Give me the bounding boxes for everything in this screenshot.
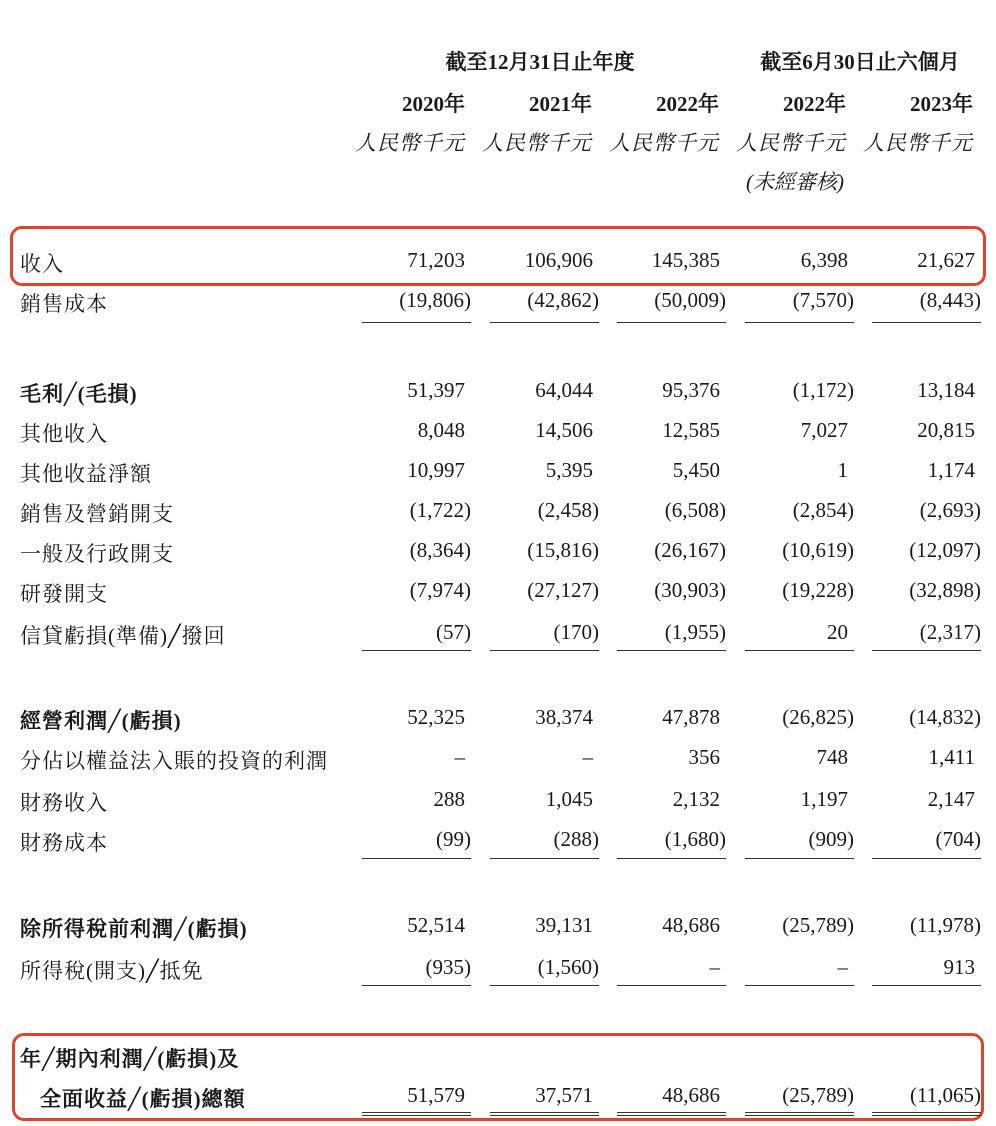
- total-double-rule: [617, 1112, 726, 1116]
- row-value: (99): [436, 827, 471, 851]
- subtotal-rule: [872, 985, 981, 986]
- table-row: [0, 248, 996, 278]
- row-value: (15,816): [527, 538, 599, 562]
- row-value: (10,619): [782, 538, 854, 562]
- total-label-line2: 全面收益╱(虧損)總額: [40, 1087, 246, 1111]
- row-value: (2,854): [792, 498, 854, 522]
- subtotal-rule: [362, 650, 471, 651]
- row-value: –: [582, 745, 593, 769]
- header-unit: 人民幣千元: [355, 131, 465, 155]
- row-value: 748: [816, 745, 848, 769]
- row-value: 913: [943, 955, 975, 979]
- table-row: [0, 538, 996, 568]
- row-value: 48,686: [662, 913, 720, 937]
- row-value: 288: [433, 787, 465, 811]
- row-value: (32,898): [909, 578, 981, 602]
- row-value: (8,364): [409, 538, 471, 562]
- row-value: 52,325: [407, 705, 465, 729]
- row-value: (2,458): [537, 498, 599, 522]
- row-value: (1,722): [409, 498, 471, 522]
- row-value: (42,862): [527, 288, 599, 312]
- header-year-2022: 2022年: [656, 92, 719, 116]
- row-value: (25,789): [782, 913, 854, 937]
- row-value: 145,385: [651, 248, 720, 272]
- subtotal-rule: [362, 322, 471, 323]
- table-row: [0, 418, 996, 448]
- row-label: 一般及行政開支: [20, 542, 174, 566]
- total-value: (25,789): [782, 1083, 854, 1107]
- row-value: (26,825): [782, 705, 854, 729]
- row-label: 經營利潤╱(虧損): [20, 709, 182, 733]
- row-label: 財務成本: [20, 831, 108, 855]
- row-value: (7,974): [409, 578, 471, 602]
- row-value: (50,009): [654, 288, 726, 312]
- header-group-six-months: 截至6月30日止六個月: [760, 50, 960, 74]
- row-value: 2,132: [672, 787, 720, 811]
- table-row: [0, 787, 996, 817]
- total-double-rule: [745, 1112, 854, 1116]
- header-unit: 人民幣千元: [863, 131, 973, 155]
- table-row: [0, 745, 996, 775]
- row-value: 38,374: [535, 705, 593, 729]
- row-value: (1,560): [537, 955, 599, 979]
- row-value: 13,184: [917, 378, 975, 402]
- row-value: 356: [688, 745, 720, 769]
- row-value: (1,172): [792, 378, 854, 402]
- table-row: [0, 913, 996, 943]
- row-value: 8,048: [417, 418, 465, 442]
- row-value: (1,955): [664, 620, 726, 644]
- row-value: 10,997: [407, 458, 465, 482]
- row-value: –: [709, 955, 720, 979]
- row-value: (12,097): [909, 538, 981, 562]
- row-value: 5,450: [672, 458, 720, 482]
- subtotal-rule: [745, 650, 854, 651]
- row-value: 1,197: [800, 787, 848, 811]
- subtotal-rule: [490, 322, 599, 323]
- row-value: 2,147: [927, 787, 975, 811]
- row-value: (704): [935, 827, 981, 851]
- row-label: 其他收入: [20, 422, 108, 446]
- row-label: 財務收入: [20, 791, 108, 815]
- row-value: 64,044: [535, 378, 593, 402]
- row-label: 研發開支: [20, 582, 108, 606]
- subtotal-rule: [490, 985, 599, 986]
- row-value: (2,317): [919, 620, 981, 644]
- row-value: (935): [425, 955, 471, 979]
- total-label-line1: 年╱期內利潤╱(虧損)及: [20, 1047, 240, 1071]
- total-value: 51,579: [407, 1083, 465, 1107]
- row-label: 銷售成本: [20, 292, 108, 316]
- total-value: 48,686: [662, 1083, 720, 1107]
- row-value: 5,395: [545, 458, 593, 482]
- row-value: (26,167): [654, 538, 726, 562]
- subtotal-rule: [617, 650, 726, 651]
- header-year-2020: 2020年: [402, 92, 465, 116]
- table-row: [0, 498, 996, 528]
- table-row: [0, 378, 996, 408]
- subtotal-rule: [490, 650, 599, 651]
- header-unit: 人民幣千元: [482, 131, 592, 155]
- row-value: 51,397: [407, 378, 465, 402]
- subtotal-rule: [617, 322, 726, 323]
- header-year-2021: 2021年: [529, 92, 592, 116]
- table-row: [0, 827, 996, 857]
- row-value: 47,878: [662, 705, 720, 729]
- row-label: 銷售及營銷開支: [20, 502, 174, 526]
- subtotal-rule: [872, 858, 981, 859]
- row-value: (14,832): [909, 705, 981, 729]
- row-value: (6,508): [664, 498, 726, 522]
- total-value: 37,571: [535, 1083, 593, 1107]
- subtotal-rule: [490, 858, 599, 859]
- subtotal-rule: [617, 858, 726, 859]
- subtotal-rule: [362, 858, 471, 859]
- subtotal-rule: [617, 985, 726, 986]
- total-double-rule: [872, 1112, 981, 1116]
- row-value: (288): [553, 827, 599, 851]
- row-value: (7,570): [792, 288, 854, 312]
- row-label: 其他收益淨額: [20, 462, 152, 486]
- subtotal-rule: [872, 322, 981, 323]
- header-year-2022-h1: 2022年: [783, 92, 846, 116]
- row-value: (19,806): [399, 288, 471, 312]
- row-value: 21,627: [917, 248, 975, 272]
- row-value: (170): [553, 620, 599, 644]
- row-value: 7,027: [800, 418, 848, 442]
- row-value: 1,174: [927, 458, 975, 482]
- subtotal-rule: [745, 322, 854, 323]
- row-label: 毛利╱(毛損): [20, 382, 138, 406]
- row-value: 14,506: [535, 418, 593, 442]
- table-row: [0, 458, 996, 488]
- row-value: 71,203: [407, 248, 465, 272]
- header-unit: 人民幣千元: [736, 131, 846, 155]
- total-value: (11,065): [910, 1083, 981, 1107]
- row-value: 1,411: [928, 745, 975, 769]
- row-value: (909): [808, 827, 854, 851]
- row-value: –: [837, 955, 848, 979]
- subtotal-rule: [745, 985, 854, 986]
- subtotal-rule: [872, 650, 981, 651]
- table-row: [0, 620, 996, 650]
- table-row: [0, 288, 996, 318]
- table-row: [0, 578, 996, 608]
- row-value: (8,443): [919, 288, 981, 312]
- row-label: 除所得稅前利潤╱(虧損): [20, 917, 248, 941]
- total-double-rule: [362, 1112, 471, 1116]
- row-value: (27,127): [527, 578, 599, 602]
- subtotal-rule: [362, 985, 471, 986]
- row-label: 收入: [20, 252, 64, 276]
- row-value: 1,045: [545, 787, 593, 811]
- row-value: 20,815: [917, 418, 975, 442]
- row-value: 106,906: [524, 248, 593, 272]
- header-unit: 人民幣千元: [609, 131, 719, 155]
- header-unaudited-note: (未經審核): [746, 170, 844, 194]
- row-value: (57): [436, 620, 471, 644]
- row-value: (30,903): [654, 578, 726, 602]
- table-row: [0, 705, 996, 735]
- row-value: (11,978): [910, 913, 981, 937]
- row-value: 6,398: [800, 248, 848, 272]
- row-value: (19,228): [782, 578, 854, 602]
- header-group-fiscal-year: 截至12月31日止年度: [445, 50, 635, 74]
- row-value: 1: [837, 458, 848, 482]
- row-label: 所得稅(開支)╱抵免: [20, 959, 204, 983]
- row-value: 39,131: [535, 913, 593, 937]
- row-value: (1,680): [664, 827, 726, 851]
- subtotal-rule: [745, 858, 854, 859]
- row-value: 95,376: [662, 378, 720, 402]
- table-row: [0, 955, 996, 985]
- row-value: (2,693): [919, 498, 981, 522]
- row-value: –: [454, 745, 465, 769]
- header-year-2023-h1: 2023年: [910, 92, 973, 116]
- row-label: 信貸虧損(準備)╱撥回: [20, 624, 226, 648]
- row-value: 12,585: [662, 418, 720, 442]
- row-label: 分佔以權益法入賬的投資的利潤: [20, 749, 328, 773]
- row-value: 20: [827, 620, 848, 644]
- row-value: 52,514: [407, 913, 465, 937]
- total-double-rule: [490, 1112, 599, 1116]
